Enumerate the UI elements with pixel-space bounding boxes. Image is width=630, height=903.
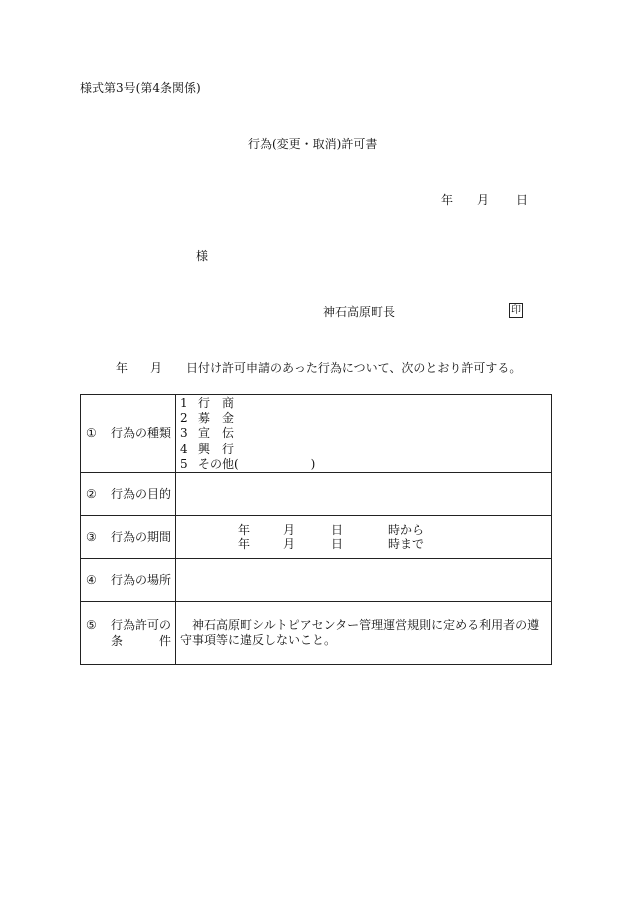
intro-year: 年 bbox=[116, 361, 129, 375]
row-number: ⑤ bbox=[86, 618, 97, 633]
label-period bbox=[81, 516, 176, 559]
intro-month: 月 bbox=[150, 361, 163, 375]
label-purpose bbox=[81, 473, 176, 516]
list-item: 4 興 行 bbox=[180, 441, 235, 456]
value-kind bbox=[176, 395, 552, 473]
value-conditions bbox=[176, 602, 552, 665]
issuer-name: 神石高原町長 bbox=[323, 305, 396, 319]
row-label: 行為許可の bbox=[111, 618, 172, 633]
document-title: 行為(変更・取消)許可書 bbox=[248, 137, 378, 151]
value-place bbox=[176, 559, 552, 602]
row-label: 行為の目的 bbox=[111, 486, 172, 501]
intro-text: 日付け許可申請のあった行為について、次のとおり許可する。 bbox=[186, 361, 522, 375]
row-label: 行為の期間 bbox=[111, 529, 172, 544]
list-item: 1 行 商 bbox=[180, 396, 235, 410]
row-label-cont: 条 件 bbox=[111, 634, 172, 649]
list-item: 2 募 金 bbox=[180, 411, 235, 426]
value-purpose bbox=[176, 473, 552, 516]
list-item: 5 その他( ) bbox=[180, 456, 316, 471]
form-number: 様式第3号(第4条関係) bbox=[80, 81, 201, 95]
row-purpose bbox=[81, 473, 552, 516]
row-place bbox=[81, 559, 552, 602]
date-month: 月 bbox=[477, 193, 490, 207]
row-number: ② bbox=[86, 486, 97, 501]
row-number: ③ bbox=[86, 529, 97, 544]
label-conditions bbox=[81, 602, 176, 665]
row-period bbox=[81, 516, 552, 559]
period-end: 年 月 日 時まで bbox=[238, 537, 425, 552]
issue-date bbox=[441, 193, 528, 207]
row-number: ① bbox=[86, 426, 97, 440]
kind-list bbox=[176, 395, 551, 472]
row-label: 行為の場所 bbox=[111, 572, 172, 587]
period-start: 年 月 日 時から bbox=[238, 522, 425, 537]
date-year: 年 bbox=[441, 193, 454, 207]
value-period bbox=[176, 516, 552, 559]
label-place bbox=[81, 559, 176, 602]
permit-table bbox=[80, 394, 552, 665]
row-kind bbox=[81, 395, 552, 473]
list-item: 3 宣 伝 bbox=[180, 426, 235, 441]
label-kind bbox=[81, 395, 176, 473]
conditions-text: 神石高原町シルトピアセンター管理運営規則に定める利用者の遵守事項等に違反しないこと。 bbox=[180, 617, 540, 648]
addressee-suffix: 様 bbox=[196, 249, 209, 263]
date-day: 日 bbox=[516, 193, 529, 207]
row-conditions bbox=[81, 602, 552, 665]
row-label: 行為の種類 bbox=[111, 426, 172, 440]
seal-mark: 印 bbox=[511, 305, 521, 316]
intro-statement bbox=[116, 361, 521, 375]
row-number: ④ bbox=[86, 572, 97, 587]
